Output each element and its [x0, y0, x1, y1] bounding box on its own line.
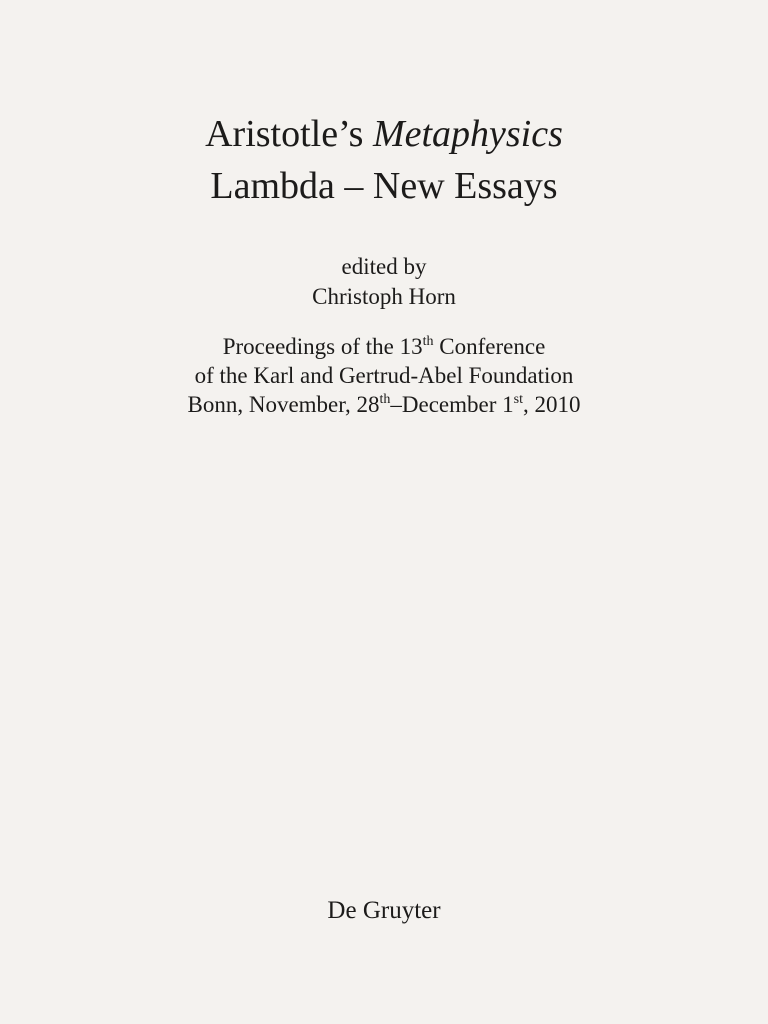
- book-title-line-2: Lambda – New Essays: [210, 165, 558, 207]
- proceedings-line-1-end: Conference: [433, 334, 546, 359]
- publisher-name: De Gruyter: [327, 897, 441, 924]
- ordinal-suffix: st: [513, 392, 523, 407]
- proceedings-line-1: [0, 332, 768, 361]
- proceedings-line-2: of the Karl and Gertrud-Abel Foundation: [194, 363, 574, 388]
- edited-by-label: edited by: [341, 254, 427, 279]
- date-start: Bonn, November, 28: [187, 392, 380, 417]
- ordinal-suffix: th: [422, 334, 434, 349]
- book-title-line-1: [0, 108, 768, 160]
- date-end: , 2010: [522, 392, 581, 417]
- date-middle: –December 1: [390, 392, 514, 417]
- title-prefix: Aristotle’s: [205, 113, 373, 155]
- proceedings-block: [0, 332, 768, 419]
- ordinal-suffix: th: [379, 392, 391, 407]
- proceedings-line-1-start: Proceedings of the 13: [222, 334, 423, 359]
- editor-block: [0, 252, 768, 312]
- book-title: [0, 108, 768, 212]
- editor-name: Christoph Horn: [312, 284, 456, 309]
- proceedings-line-3: [0, 390, 768, 419]
- title-italic-word: Metaphysics: [372, 113, 563, 155]
